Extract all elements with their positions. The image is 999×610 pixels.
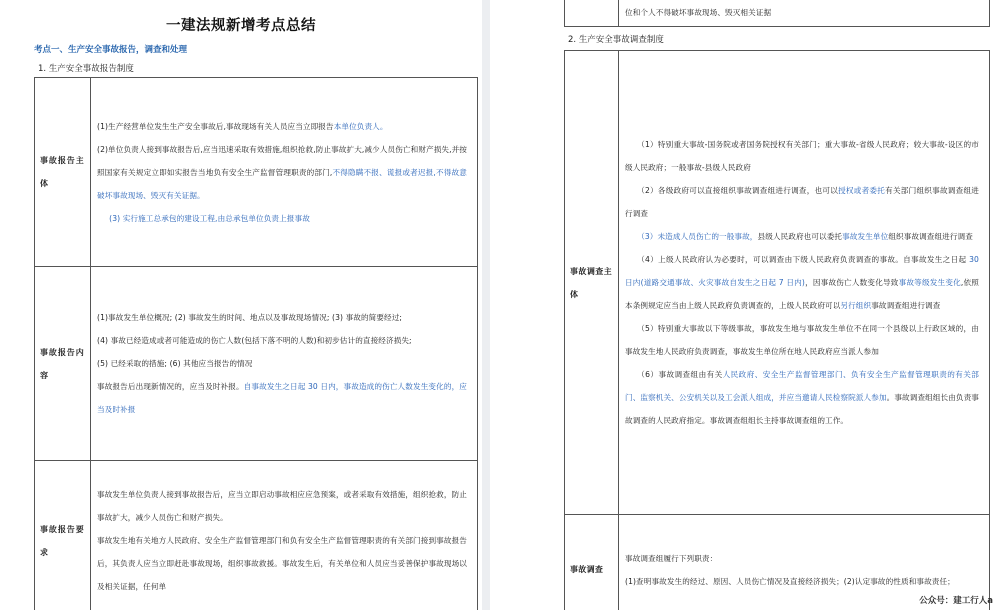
text-run: 县级人民政府也可以委托: [757, 232, 843, 241]
row-label: 事故报告主体: [35, 78, 91, 267]
row-content: [91, 461, 478, 610]
highlight-text: 人民政府、安全生产监督管理部门、负有安全生产监督管理职责的有关部门、监察机关、公安机关以及工会派人组成，并应当邀请人民检察院派人参加: [625, 370, 979, 402]
highlight-text: 另行组织: [840, 301, 872, 310]
table-row: [565, 51, 990, 515]
highlight-text: 30 日内(道路交通事故、火灾事故自发生之日起 7 日内): [625, 255, 979, 287]
row-label: [565, 0, 619, 27]
row-label: 事故调查: [565, 515, 619, 610]
highlight-text: 不得隐瞒不报、谎报或者迟报,不得故意破坏事故现场、毁灭有关证据。: [97, 167, 467, 200]
text-run: (2)单位负责人接到事故报告后,应当迅速采取有效措施,组织抢救,防止事故扩大,减少人员伤亡和财产损失,并按照国家有关规定立即如实报告当地负有安全生产监督管理职责的部门,: [97, 144, 467, 177]
text-run: （6）事故调查组由有关: [637, 370, 723, 379]
text-run: 事故发生单位负责人接到事故报告后，应当立即启动事故相应应急预案，或者采取有效措施，组织抢救，防止事故扩大，减少人员伤亡和财产损失。: [97, 490, 467, 522]
continuation-table: [564, 0, 990, 27]
accident-report-table: [34, 77, 478, 610]
row-label: 事故调查主体: [565, 51, 619, 515]
row-label: 事故报告要求: [35, 461, 91, 610]
document-page-left: [0, 0, 482, 610]
row-label: 事故报告内容: [35, 267, 91, 461]
text-run: (1)事故发生单位概况; (2) 事故发生的时间、地点以及事故现场情况; (3) 事故的简要经过;: [97, 313, 403, 322]
section-heading: 考点一、生产安全事故报告，调查和处理: [34, 45, 188, 55]
text-run: ,依照本条例规定应当由上级人民政府负责调查的，上级人民政府可以: [625, 278, 980, 310]
document-page-right: [490, 0, 999, 610]
highlight-text: 本单位负责人。: [333, 121, 388, 131]
text-run: (5) 已经采取的措施; (6) 其他应当报告的情况: [97, 359, 253, 368]
text-run: 事故调查组进行调查: [871, 301, 941, 310]
text-run: （1）特别重大事故-国务院或者国务院授权有关部门；重大事故-省级人民政府；较大事故-设区的市级人民政府；一般事故-县级人民政府: [625, 140, 979, 172]
text-run: （5）特别重大事故以下等级事故，事故发生地与事故发生单位不在同一个县级以上行政区域的，由事故发生地人民政府负责调查，事故发生单位所在地人民政府应当派人参加: [625, 324, 979, 356]
text-run: （4）上级人民政府认为必要时，可以调查由下级人民政府负责调查的事故。自事故发生之日起: [637, 255, 970, 264]
text-run: （2）各级政府可以直接组织事故调查组进行调查，也可以: [637, 186, 839, 195]
row-content: 位和个人不得破坏事故现场、毁灭相关证据: [619, 0, 990, 27]
subsection-heading: 1. 生产安全事故报告制度: [38, 64, 134, 74]
highlight-text: (3) 实行施工总承包的建设工程,由总承包单位负责上报事故: [109, 213, 310, 223]
highlight-text: 自事故发生之日起 30 日内，事故造成的伤亡人数发生变化的，应当及时补报: [97, 382, 467, 414]
text-run: (4) 事故已经造成或者可能造成的伤亡人数(包括下落不明的人数)和初步估计的直接经济损失;: [97, 336, 412, 345]
document-title: 一建法规新增考点总结: [166, 18, 316, 34]
subsection-heading: 2. 生产安全事故调查制度: [568, 35, 664, 45]
row-content: [91, 267, 478, 461]
footer-account-label: 公众号：建工行人a: [919, 596, 993, 606]
text-run: ，因事故伤亡人数变化导致: [804, 278, 899, 287]
table-row: [565, 0, 990, 27]
highlight-text: 事故发生单位: [842, 232, 889, 241]
text-run: 有关部门组织事故调查组进行调查: [625, 186, 979, 218]
text-run: (1)查明事故发生的经过、原因、人员伤亡情况及直接经济损失；(2)认定事故的性质和事故责任；: [625, 576, 955, 586]
text-run: 组织事故调查组进行调查: [888, 232, 973, 241]
table-row: [35, 461, 478, 610]
row-content: [91, 78, 478, 267]
table-row: [35, 78, 478, 267]
text-run: (1)生产经营单位发生生产安全事故后,事故现场有关人员应当立即报告: [97, 121, 334, 131]
text-run: 事故发生地有关地方人民政府、安全生产监督管理部门和负有安全生产监督管理职责的有关部门接到事故报告后，其负责人应当立即赶赴事故现场，组织事故救援。事故发生后，有关单位和人员应当妥善保护事故现场以及相关证据，任何单: [97, 536, 467, 591]
text-run: 。事故调查组组长由负责事故调查的人民政府指定。事故调查组组长主持事故调查组的工作。: [625, 393, 979, 425]
accident-investigation-table: [564, 50, 990, 610]
text-run: 事故报告后出现新情况的，应当及时补报。: [97, 382, 244, 391]
highlight-text: （3）未造成人员伤亡的一般事故，: [637, 232, 758, 241]
row-content: [619, 51, 990, 515]
table-row: [35, 267, 478, 461]
highlight-text: 授权或者委托: [838, 186, 886, 195]
highlight-text: 事故等级发生变化: [898, 278, 961, 287]
text-run: 事故调查组履行下列职责：: [625, 553, 718, 563]
